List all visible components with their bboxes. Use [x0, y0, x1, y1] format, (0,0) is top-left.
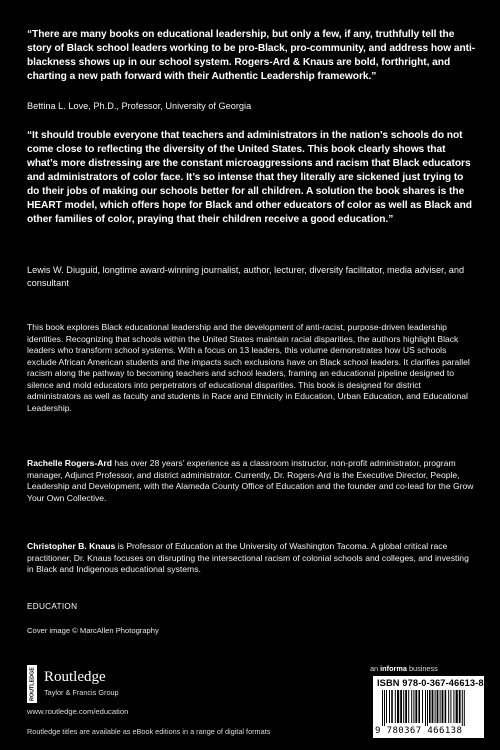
- subject-category: EDUCATION: [27, 602, 78, 611]
- barcode-bar: [408, 690, 409, 723]
- barcode-bar: [448, 690, 449, 723]
- barcode-bar: [425, 690, 426, 726]
- publisher-name: Routledge: [44, 669, 106, 685]
- endorsement-attribution-2: Lewis W. Diuguid, longtime award-winning journalist, author, lecturer, diversity facilitator, media adviser, and consultant: [27, 265, 465, 288]
- barcode-bar: [384, 690, 385, 726]
- barcode-bar: [450, 690, 451, 723]
- barcode-bar: [395, 690, 396, 723]
- informa-suffix: business: [406, 664, 438, 673]
- routledge-logo: [27, 665, 157, 703]
- isbn-label: ISBN 978-0-367-46613-8: [377, 678, 484, 688]
- barcode-bar: [411, 690, 412, 723]
- barcode-bar: [456, 690, 458, 723]
- cover-credit: Cover image © MarcAllen Photography: [27, 626, 159, 635]
- author-name-1: Rachelle Rogers-Ard: [27, 458, 113, 468]
- endorsement-attribution-1: Bettina L. Love, Ph.D., Professor, University of Georgia: [27, 101, 252, 111]
- barcode-bar: [429, 690, 431, 723]
- barcode-bar: [405, 690, 407, 723]
- barcode-bar: [442, 690, 444, 723]
- barcode-bar: [432, 690, 434, 723]
- barcode-bar: [389, 690, 390, 723]
- barcode-bar: [445, 690, 447, 723]
- informa-business-note: [370, 664, 438, 673]
- book-description: This book explores Black educational leadership and the development of anti-racist, purpose-driven leadership identities. Recognizing that schools within the United States maintain racial disparities, the authors highlight Black leaders who transform school systems. With a focus on 13 leaders, this volume demonstrates how US schools exclude African American students and the impacts such exclusions have on Black school leaders. It clarifies parallel racism along the pathway to becoming teachers and school leaders, framing an educational pipeline designed to silence and mold educators into perpetrators of educational disparities. This book is designed for district administrators as well as faculty and students in Race and Ethnicity in Education, Urban Education, and Educational Leadership.: [27, 322, 470, 413]
- author-bio-text-2: is Professor of Education at the University of Washington Tacoma. A global critical race practitioner, Dr. Knaus focuses on disrupting the intersectional racism of colonial schools and colleges, and investing in Black and Indigenous educational systems.: [27, 541, 469, 574]
- isbn-barcode-box: [373, 676, 484, 738]
- barcode-icon: [381, 690, 479, 726]
- endorsement-quote-2: “It should trouble everyone that teachers and administrators in the nation’s schools do not come close to reflecting the diversity of the United States. This book clearly shows that what’s more distressing are the constant microaggressions and racism that Black educators and administrators of color face. It’s so intense that they literally are sickened just trying to do their jobs of making our schools better for all children. A solution the book shares is the HEART model, which offers hope for Black and other educators of color as well as Black and other families of color, praying that their children receive a good education.”: [27, 130, 472, 225]
- barcode-bar: [422, 690, 423, 723]
- barcode-digits: 9 780367 466138: [375, 726, 463, 736]
- publisher-url[interactable]: www.routledge.com/education: [27, 707, 129, 716]
- barcode-bar: [382, 690, 383, 726]
- barcode-bar: [391, 690, 393, 723]
- barcode-bar: [437, 690, 439, 723]
- informa-prefix: an: [370, 664, 381, 673]
- barcode-bar: [397, 690, 399, 723]
- informa-name: informa: [380, 664, 407, 673]
- svg-text:ROUTLEDGE: ROUTLEDGE: [29, 667, 36, 701]
- ebook-note: Routledge titles are available as eBook editions in a range of digital formats: [27, 727, 271, 736]
- author-bio-text-1: has over 28 years’ experience as a classroom instructor, non-profit administrator, program manager, Adjunct Professor, and district administrator. Currently, Dr. Rogers-Ard is the Executive Director, People, Leadership and Development, with the Alameda County Office of Education and the founder and co-lead for the Grow Your Own Collective.: [27, 458, 474, 503]
- barcode-bar: [415, 690, 417, 723]
- barcode-bar: [435, 690, 436, 723]
- publisher-group: Taylor & Francis Group: [44, 688, 119, 697]
- author-bio-2: [27, 541, 477, 576]
- barcode-bar: [403, 690, 404, 723]
- endorsement-quote-1: “There are many books on educational leadership, but only a few, if any, truthfully tell the story of Black school leaders working to be pro-Black, pro-community, and address how anti-blackness shows up in our school system. Rogers-Ard & Knaus are bold, forthright, and charting a new path forward with their Authentic Leadership framework.”: [27, 29, 476, 82]
- barcode-bar: [440, 690, 441, 723]
- author-name-2: Christopher B. Knaus: [27, 541, 116, 551]
- barcode-bar: [459, 690, 461, 723]
- barcode-bar: [413, 690, 414, 723]
- barcode-bar: [453, 690, 454, 723]
- routledge-mark-icon: [27, 665, 37, 703]
- barcode-bar: [418, 690, 420, 723]
- barcode-bar: [386, 690, 387, 723]
- barcode-bar: [464, 690, 465, 726]
- barcode-bar: [400, 690, 402, 723]
- author-bio-1: [27, 458, 477, 504]
- barcode-bar: [427, 690, 428, 726]
- barcode-bar: [462, 690, 463, 726]
